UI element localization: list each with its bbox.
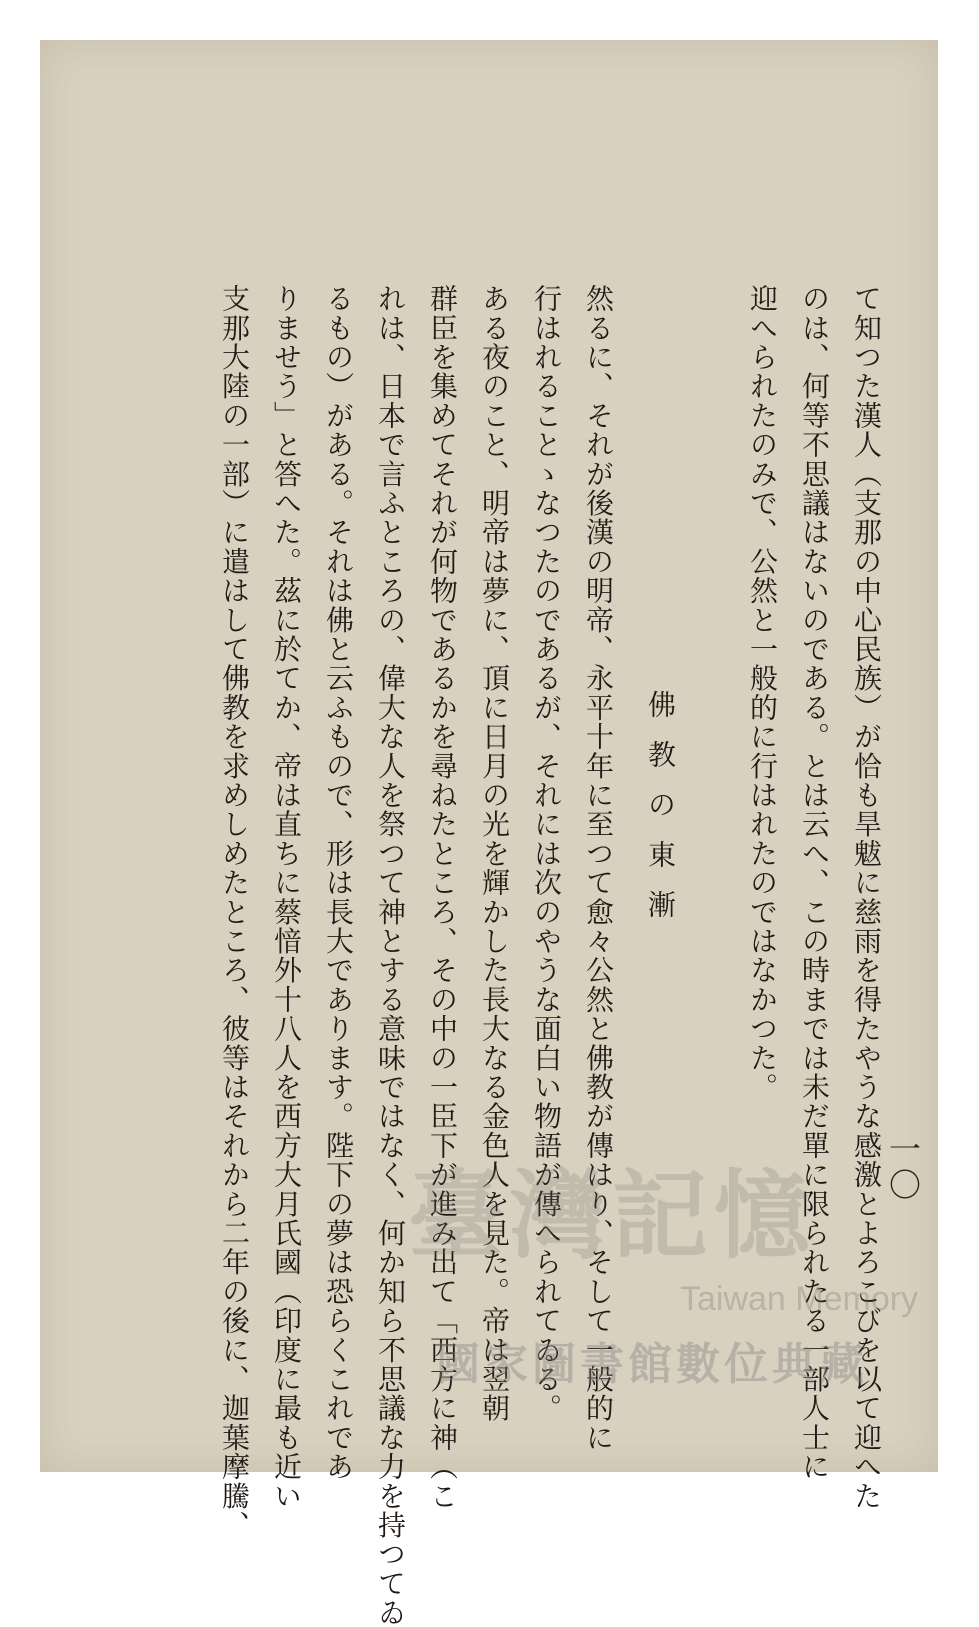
text-column-2: のは、何等不思議はないのである。とは云へ、この時までは未だ單に限られたる一部人士に [798, 284, 831, 1482]
section-heading: 佛教の東漸 [644, 690, 677, 940]
text-column-11: 支那大陸の一部）に遣はして佛教を求めしめたところ、彼等はそれから二年の後に、迦葉摩騰、 [218, 284, 251, 1540]
text-column-4: 然るに、それが後漢の明帝、永平十年に至つて愈々公然と佛教が傳はり、そして一般的に [582, 284, 615, 1452]
watermark-title: 臺灣記憶 [408, 1159, 816, 1272]
text-column-5: 行はれることゝなつたのであるが、それには次のやうな面白い物語が傳へられてゐる。 [530, 284, 563, 1423]
text-column-10: りませう」と答へた。茲に於てか、帝は直ちに蔡愔外十八人を西方大月氏國（印度に最も近い [270, 284, 303, 1511]
watermark-subtitle: Taiwan Memory [680, 1280, 919, 1318]
text-column-7: 群臣を集めてそれが何物であるかを尋ねたところ、その中の一臣下が進み出て「西方に神（こ [426, 284, 459, 1511]
text-column-9: るもの）がある。それは佛と云ふもので、形は長大であります。陛下の夢は恐らくこれであ [322, 284, 355, 1482]
text-column-3: 迎へられたのみで、公然と一般的に行はれたのではなかつた。 [746, 284, 779, 1102]
text-column-1: て知つた漢人（支那の中心民族）が恰も旱魃に慈雨を得たやうな感激とよろこびを以て迎へた [850, 284, 883, 1511]
text-column-6: ある夜のこと、明帝は夢に、頂に日月の光を輝かした長大なる金色人を見た。帝は翌朝 [478, 284, 511, 1423]
book-page [40, 40, 938, 1627]
watermark-library: 國家圖書館數位典藏 [436, 1339, 868, 1390]
text-column-8: れは、日本で言ふところの、偉大な人を祭つて神とする意味ではなく、何か知ら不思議な力を持つてゐ [374, 284, 407, 1627]
page-number: 一〇 [884, 1132, 922, 1204]
